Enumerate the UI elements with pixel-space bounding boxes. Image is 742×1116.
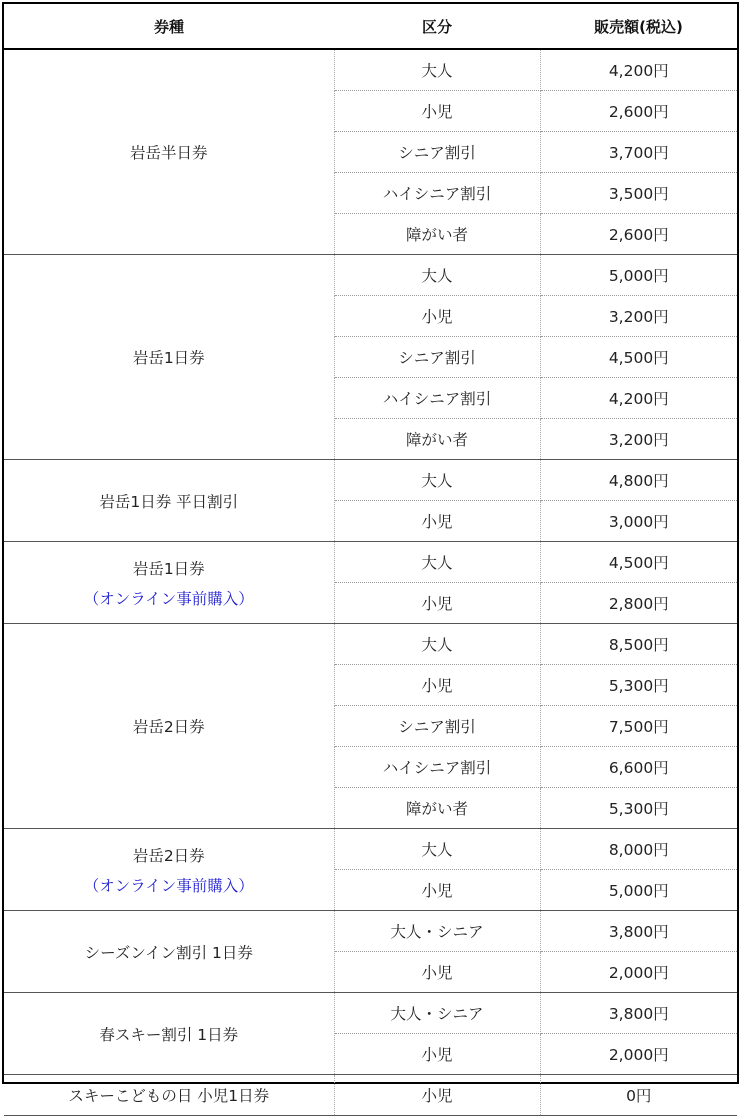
price-cell: 2,600円 — [540, 214, 737, 255]
category-cell: 大人 — [334, 49, 540, 91]
ticket-kind-name: 岩岳2日券 — [132, 718, 205, 736]
category-cell: 障がい者 — [334, 788, 540, 829]
price-cell: 7,500円 — [540, 706, 737, 747]
ticket-kind-cell — [4, 624, 334, 829]
online-purchase-note: （オンライン事前購入） — [83, 589, 254, 608]
category-cell: 大人 — [334, 460, 540, 501]
category-cell: 小児 — [334, 501, 540, 542]
ticket-kind-cell — [4, 542, 334, 624]
price-cell: 3,800円 — [540, 993, 737, 1034]
price-cell: 2,800円 — [540, 583, 737, 624]
ticket-kind-name: 岩岳1日券 — [132, 559, 205, 578]
table-row — [4, 911, 737, 952]
ticket-kind-cell — [4, 460, 334, 542]
price-table-container — [2, 2, 739, 1105]
table-row — [4, 993, 737, 1034]
category-cell: 大人 — [334, 542, 540, 583]
price-cell: 0円 — [540, 1075, 737, 1116]
price-cell: 4,500円 — [540, 337, 737, 378]
category-cell: 障がい者 — [334, 214, 540, 255]
category-cell: ハイシニア割引 — [334, 173, 540, 214]
category-cell: シニア割引 — [334, 132, 540, 173]
category-cell: 障がい者 — [334, 419, 540, 460]
ticket-kind-cell — [4, 911, 334, 993]
category-cell: 小児 — [334, 583, 540, 624]
header-kind: 券種 — [4, 4, 334, 49]
ticket-kind-cell — [4, 1075, 334, 1116]
header-category: 区分 — [334, 4, 540, 49]
online-purchase-note: （オンライン事前購入） — [83, 876, 254, 895]
category-cell: 大人 — [334, 624, 540, 665]
ticket-kind-name: 岩岳1日券 平日割引 — [99, 492, 239, 511]
table-row — [4, 49, 737, 91]
category-cell: 小児 — [334, 91, 540, 132]
table-row — [4, 624, 737, 665]
category-cell: シニア割引 — [334, 706, 540, 747]
price-cell: 8,500円 — [540, 624, 737, 665]
table-row — [4, 1075, 737, 1116]
price-cell: 4,200円 — [540, 378, 737, 419]
price-cell: 5,000円 — [540, 870, 737, 911]
price-cell: 4,800円 — [540, 460, 737, 501]
price-cell: 3,500円 — [540, 173, 737, 214]
price-cell: 3,200円 — [540, 296, 737, 337]
ticket-kind-cell — [4, 49, 334, 255]
price-cell: 6,600円 — [540, 747, 737, 788]
ticket-kind-cell — [4, 829, 334, 911]
ticket-price-table — [4, 4, 737, 1116]
category-cell: 小児 — [334, 1075, 540, 1116]
ticket-kind-name: 岩岳半日券 — [129, 144, 208, 162]
ticket-kind-cell — [4, 993, 334, 1075]
category-cell: 小児 — [334, 296, 540, 337]
price-cell: 3,000円 — [540, 501, 737, 542]
category-cell: 大人・シニア — [334, 911, 540, 952]
category-cell: 大人 — [334, 829, 540, 870]
price-cell: 4,500円 — [540, 542, 737, 583]
price-cell: 4,200円 — [540, 49, 737, 91]
table-row — [4, 829, 737, 870]
category-cell: 小児 — [334, 665, 540, 706]
price-cell: 3,200円 — [540, 419, 737, 460]
price-cell: 2,600円 — [540, 91, 737, 132]
category-cell: 小児 — [334, 870, 540, 911]
table-row — [4, 460, 737, 501]
category-cell: ハイシニア割引 — [334, 378, 540, 419]
table-row — [4, 542, 737, 583]
ticket-kind-name: シーズンイン割引 1日券 — [84, 943, 253, 962]
price-cell: 5,300円 — [540, 788, 737, 829]
price-cell: 5,000円 — [540, 255, 737, 296]
header-price: 販売額(税込) — [540, 4, 737, 49]
category-cell: 大人 — [334, 255, 540, 296]
ticket-kind-cell — [4, 255, 334, 460]
ticket-kind-name: 岩岳1日券 — [132, 349, 205, 367]
table-header — [4, 4, 737, 49]
category-cell: 小児 — [334, 1034, 540, 1075]
price-cell: 5,300円 — [540, 665, 737, 706]
table-body — [4, 49, 737, 1116]
category-cell: ハイシニア割引 — [334, 747, 540, 788]
price-cell: 2,000円 — [540, 952, 737, 993]
price-cell: 8,000円 — [540, 829, 737, 870]
ticket-kind-name: スキーこどもの日 小児1日券 — [68, 1087, 270, 1105]
price-cell: 2,000円 — [540, 1034, 737, 1075]
price-cell: 3,800円 — [540, 911, 737, 952]
category-cell: シニア割引 — [334, 337, 540, 378]
ticket-kind-name: 岩岳2日券 — [132, 846, 205, 865]
category-cell: 小児 — [334, 952, 540, 993]
price-cell: 3,700円 — [540, 132, 737, 173]
ticket-kind-name: 春スキー割引 1日券 — [99, 1025, 239, 1044]
table-row — [4, 255, 737, 296]
category-cell: 大人・シニア — [334, 993, 540, 1034]
